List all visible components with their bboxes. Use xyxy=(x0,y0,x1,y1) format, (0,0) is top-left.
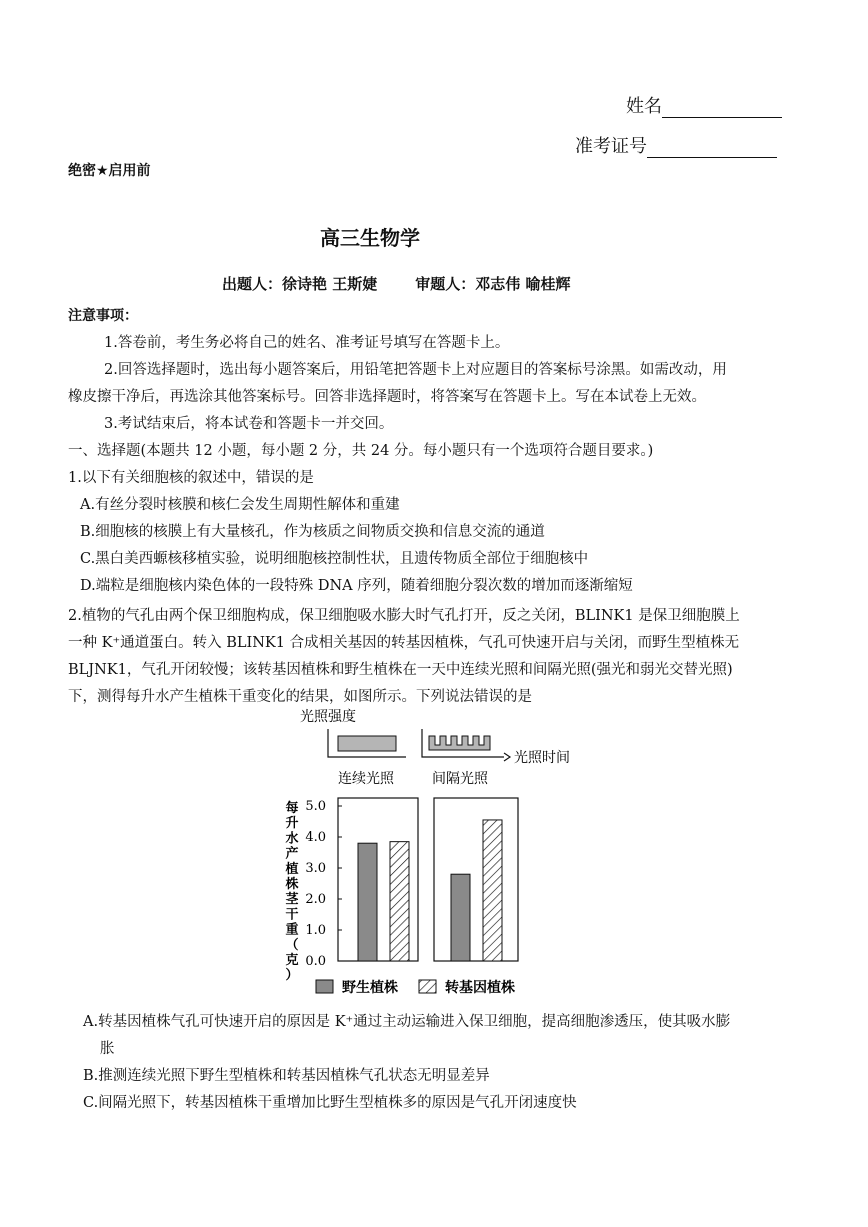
y-tick-label: 5.0 xyxy=(305,799,326,814)
id-label: 准考证号 xyxy=(575,136,647,157)
bar-transgenic-intermittent xyxy=(483,820,502,961)
y-tick-label: 2.0 xyxy=(305,892,326,907)
id-field xyxy=(575,132,777,158)
q2-stem-line2: 一种 K⁺通道蛋白。转入 BLINK1 合成相关基因的转基因植株，气孔可快速开启与关闭，而野生型植株无 xyxy=(68,635,740,651)
y-axis-label-char: 株 xyxy=(285,877,299,892)
q2-option-a-line2: 胀 xyxy=(100,1041,115,1057)
legend-label: 转基因植株 xyxy=(445,980,515,996)
panel-intermittent xyxy=(434,798,518,961)
setter-label: 出题人： xyxy=(222,275,283,293)
note-item-2-line1: 2.回答选择题时，选出每小题答案后，用铅笔把答题卡上对应题目的答案标号涂黑。如需改动，用 xyxy=(104,362,727,378)
q2-option-b: B.推测连续光照下野生型植株和转基因植株气孔状态无明显差异 xyxy=(83,1068,490,1084)
q2-stem-line4: 下，测得每升水产生植株干重变化的结果，如图所示。下列说法错误的是 xyxy=(68,689,532,705)
secret-mark: 绝密★启用前 xyxy=(68,163,151,179)
y-axis-label-char: 干 xyxy=(285,907,299,923)
y-tick-label: 1.0 xyxy=(305,923,326,938)
light-intensity-label: 光照强度 xyxy=(300,709,356,725)
reviewer-label: 审题人： xyxy=(415,275,476,293)
inter-light-pattern xyxy=(429,736,490,750)
y-axis-label-char: 每 xyxy=(285,801,299,816)
y-axis-label-char: （ xyxy=(285,937,299,953)
setters: 徐诗艳 王斯婕 xyxy=(282,275,378,293)
y-axis-label-char: 植 xyxy=(285,861,299,877)
q1-option-c: C.黑白美西螈核移植实验，说明细胞核控制性状，且遗传物质全部位于细胞核中 xyxy=(80,551,589,567)
y-tick-label: 0.0 xyxy=(305,954,326,969)
q2-option-c: C.间隔光照下，转基因植株干重增加比野生型植株多的原因是气孔开闭速度快 xyxy=(83,1095,577,1111)
page-title: 高三生物学 xyxy=(320,226,420,250)
bar-chart xyxy=(270,792,570,1004)
bar-wild-continuous xyxy=(358,843,377,961)
q2-option-a-line1: A.转基因植株气孔可快速开启的原因是 K⁺通过主动运输进入保卫细胞，提高细胞渗透压，使其吸水膨 xyxy=(83,1014,731,1030)
y-axis-label-char: 茎 xyxy=(285,892,299,908)
cont-light-bar xyxy=(338,736,396,751)
legend-label: 野生植株 xyxy=(342,980,398,996)
y-tick-label: 4.0 xyxy=(305,830,326,845)
y-axis-label-char: 克 xyxy=(285,953,299,968)
name-label: 姓名 xyxy=(626,96,662,117)
name-field xyxy=(626,92,782,118)
note-item-2-line2: 橡皮擦干净后，再选涂其他答案标号。回答非选择题时，将答案写在答题卡上。写在本试卷上无效。 xyxy=(68,389,706,405)
q1-option-b: B.细胞核的核膜上有大量核孔，作为核质之间物质交换和信息交流的通道 xyxy=(80,524,545,540)
y-axis-label-char: ） xyxy=(285,968,299,984)
y-axis-label-char: 产 xyxy=(285,846,299,862)
id-blank xyxy=(647,137,777,158)
y-axis-label xyxy=(284,800,299,983)
q1-option-d: D.端粒是细胞核内染色体的一段特殊 DNA 序列，随着细胞分裂次数的增加而逐渐缩短 xyxy=(80,578,633,594)
note-item-1: 1.答卷前，考生务必将自己的姓名、准考证号填写在答题卡上。 xyxy=(104,335,510,351)
q1-stem: 1.以下有关细胞核的叙述中，错误的是 xyxy=(68,470,314,486)
inter-light-label: 间隔光照 xyxy=(432,771,488,787)
q1-option-a: A.有丝分裂时核膜和核仁会发生周期性解体和重建 xyxy=(80,497,400,513)
bar-wild-intermittent xyxy=(451,874,470,961)
y-tick-label: 3.0 xyxy=(305,861,326,876)
legend-swatch xyxy=(419,980,436,993)
light-pattern-diagram xyxy=(300,705,600,790)
legend-swatch xyxy=(316,980,333,993)
y-axis-label-char: 水 xyxy=(285,831,299,847)
reviewers: 邓志伟 喻桂辉 xyxy=(475,275,571,293)
name-blank xyxy=(662,97,782,118)
arrow-icon xyxy=(504,753,510,761)
authors-line xyxy=(222,273,571,294)
q2-stem-line3: BLJNK1，气孔开闭较慢；该转基因植株和野生植株在一天中连续光照和间隔光照(强光和弱光交替光照) xyxy=(68,662,733,678)
y-axis-label-char: 升 xyxy=(285,816,299,832)
cont-light-label: 连续光照 xyxy=(338,771,394,787)
section-heading: 一、选择题(本题共 12 小题，每小题 2 分，共 24 分。每小题只有一个选项符合题目要求。) xyxy=(68,443,654,459)
notes-heading: 注意事项： xyxy=(68,308,138,324)
light-time-label: 光照时间 xyxy=(514,750,570,766)
bar-transgenic-continuous xyxy=(390,842,409,961)
y-axis-label-char: 重 xyxy=(285,922,299,938)
q2-stem-line1: 2.植物的气孔由两个保卫细胞构成，保卫细胞吸水膨大时气孔打开，反之关闭，BLINK1 是保卫细胞膜上 xyxy=(68,608,740,624)
note-item-3: 3.考试结束后，将本试卷和答题卡一并交回。 xyxy=(104,416,394,432)
